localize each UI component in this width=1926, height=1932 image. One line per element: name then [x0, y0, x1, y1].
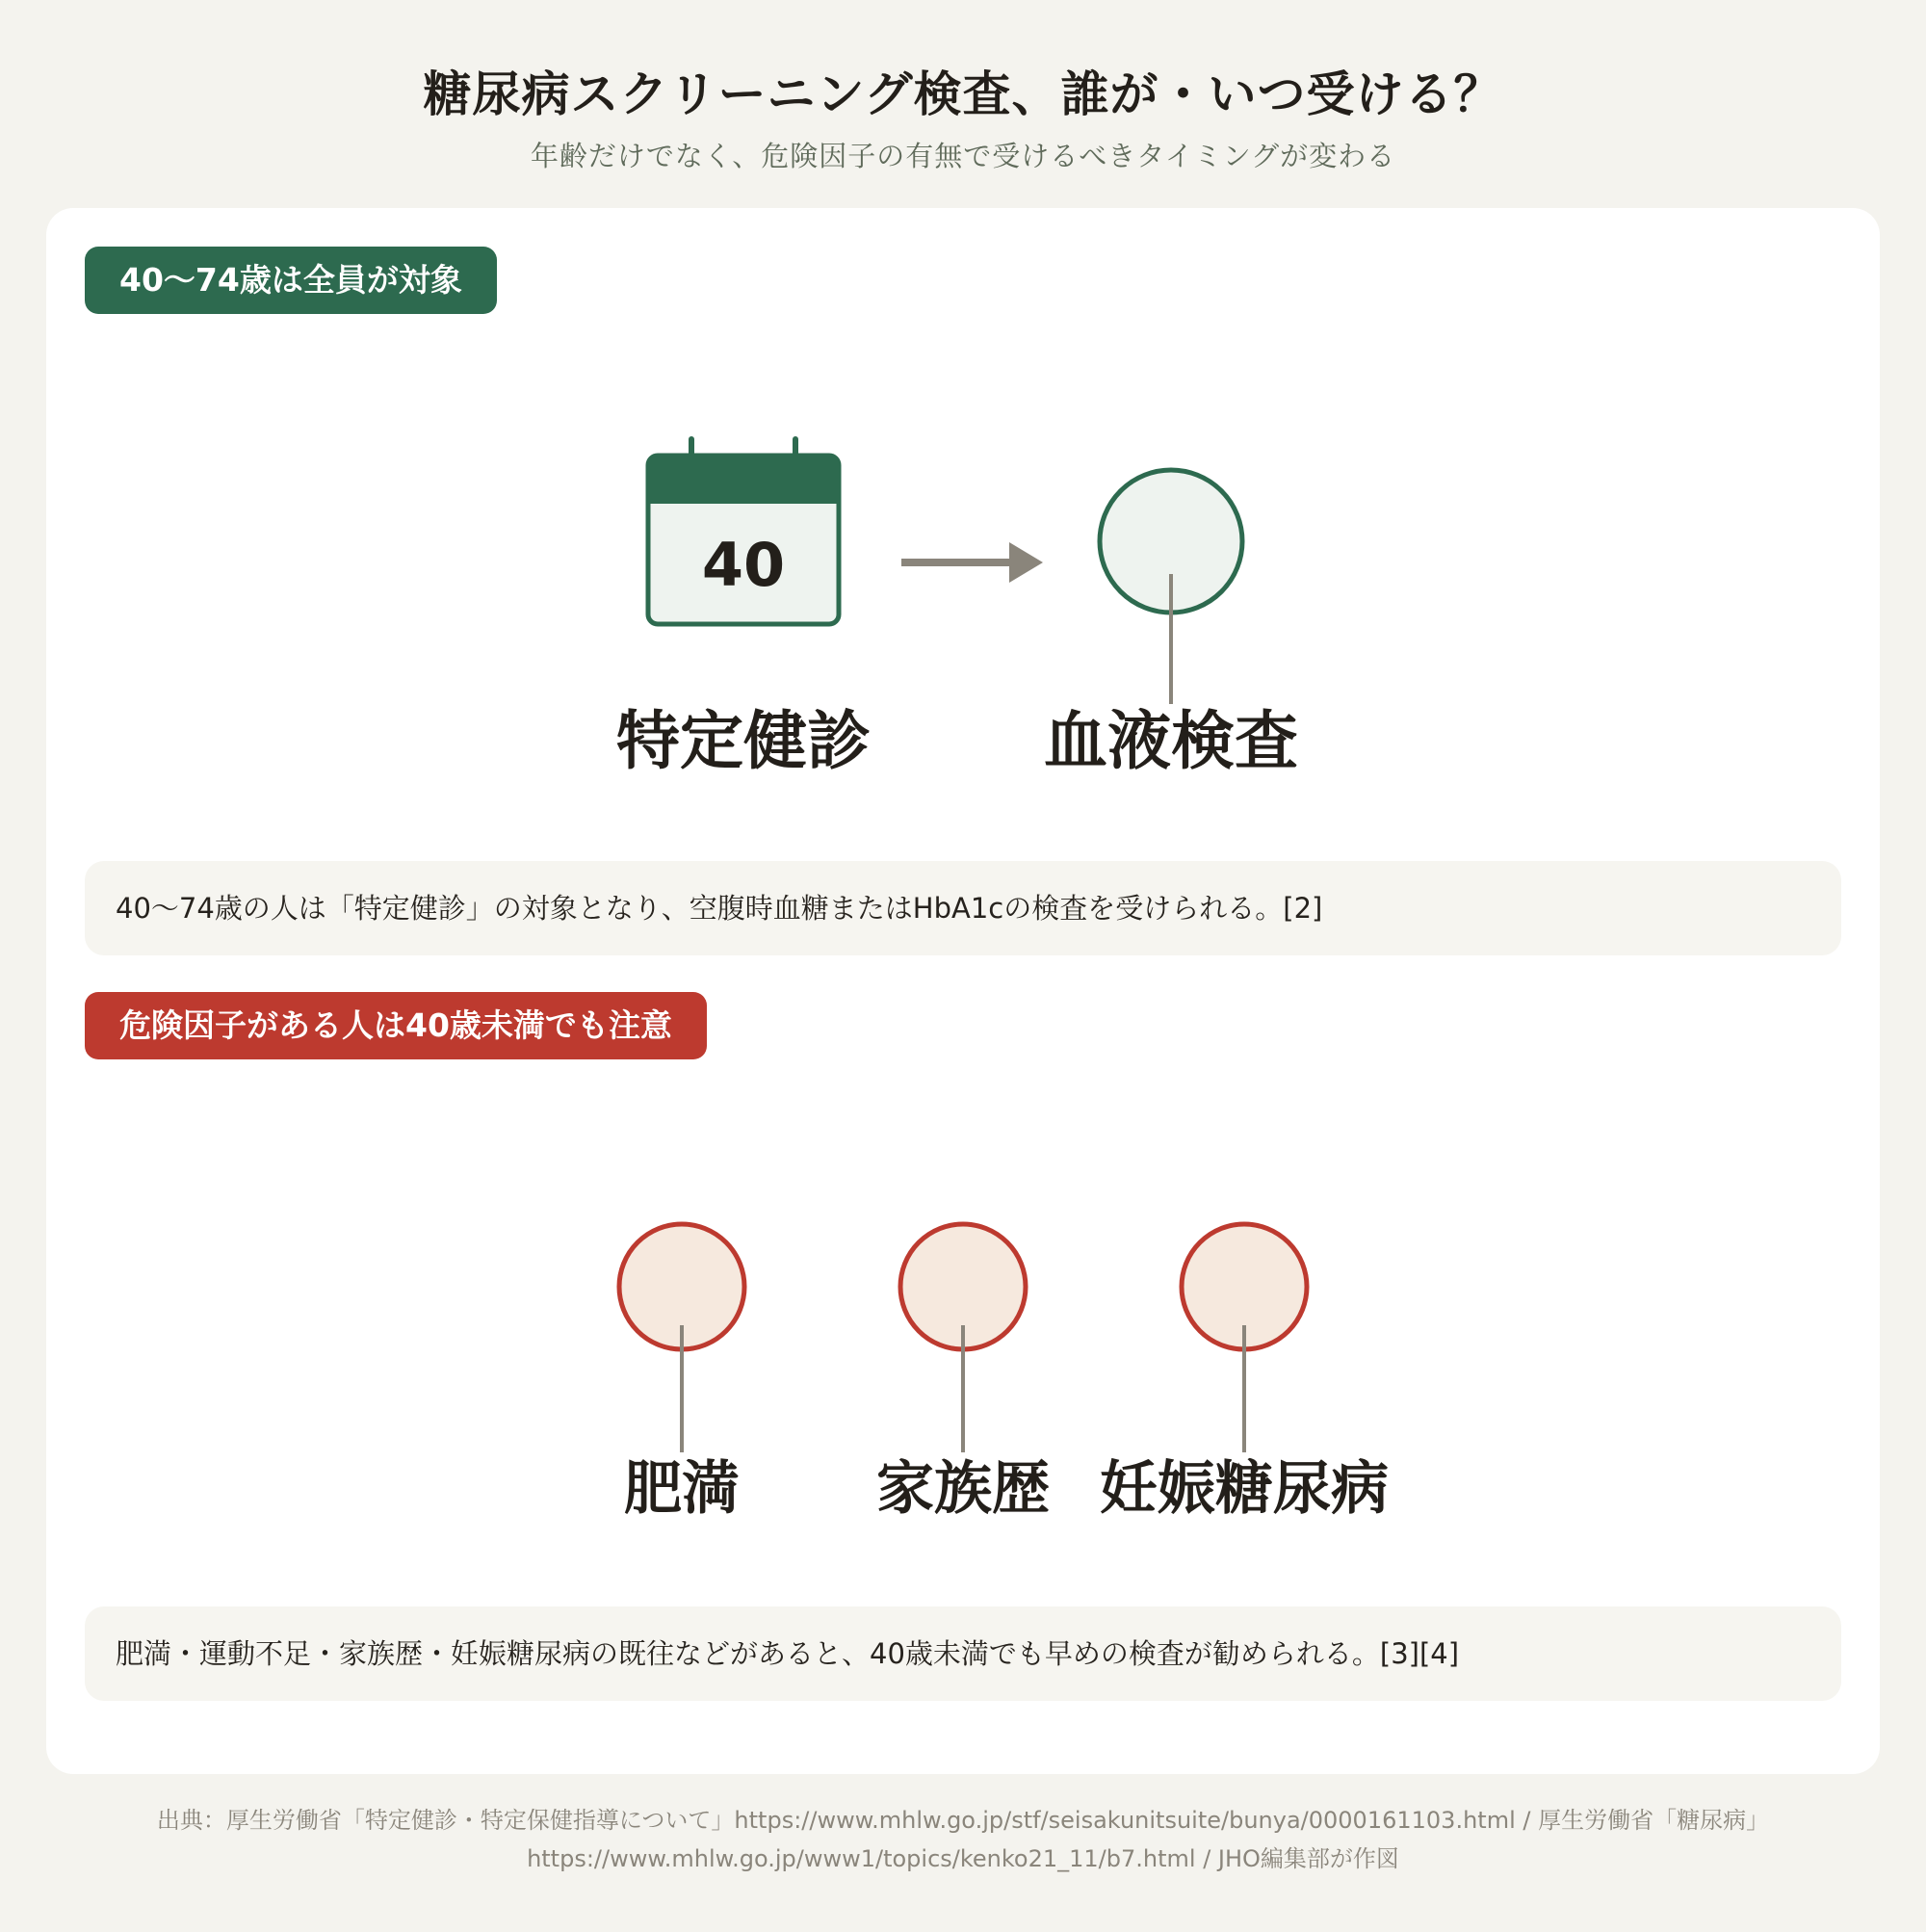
risk-label-family-history: 家族歴: [876, 1455, 1050, 1523]
risk-label-gestational-diabetes: 妊娠糖尿病: [1100, 1455, 1389, 1523]
risk-diagram: [46, 208, 1880, 1605]
main-card: [46, 208, 1880, 1774]
source-citation-line2: https://www.mhlw.go.jp/www1/topics/kenko21_11/b7.html / JHO編集部が作図: [527, 1845, 1399, 1872]
section-tag-age: 40〜74歳は全員が対象: [85, 247, 497, 314]
label-tokutei-kenshin: 特定健診: [616, 704, 871, 778]
note-risk: 肥満・運動不足・家族歴・妊娠糖尿病の既往などがあると、40歳未満でも早めの検査が勧められる。[3][4]: [85, 1606, 1841, 1701]
note-age: 40〜74歳の人は「特定健診」の対象となり、空腹時血糖またはHbA1cの検査を受けられる。[2]: [85, 861, 1841, 955]
calendar-number: 40: [701, 530, 786, 600]
risk-circle-gestational-diabetes: [1182, 1224, 1307, 1452]
source-citation-line1: 出典：厚生労働省「特定健診・特定保健指導について」https://www.mhlw.go.jp/stf/seisakunitsuite/bunya/0000161103.html / 厚生労働省「糖尿病」: [156, 1807, 1770, 1834]
risk-label-obesity: 肥満: [624, 1455, 740, 1523]
risk-circle-obesity: [619, 1224, 744, 1452]
section-tag-risk: 危険因子がある人は40歳未満でも注意: [85, 992, 707, 1059]
page-subtitle: 年齢だけでなく、危険因子の有無で受けるべきタイミングが変わる: [530, 140, 1396, 172]
page-title: 糖尿病スクリーニング検査、誰が・いつ受ける？: [423, 66, 1503, 122]
label-blood-test: 血液検査: [1044, 704, 1298, 778]
risk-circle-family-history: [900, 1224, 1026, 1452]
